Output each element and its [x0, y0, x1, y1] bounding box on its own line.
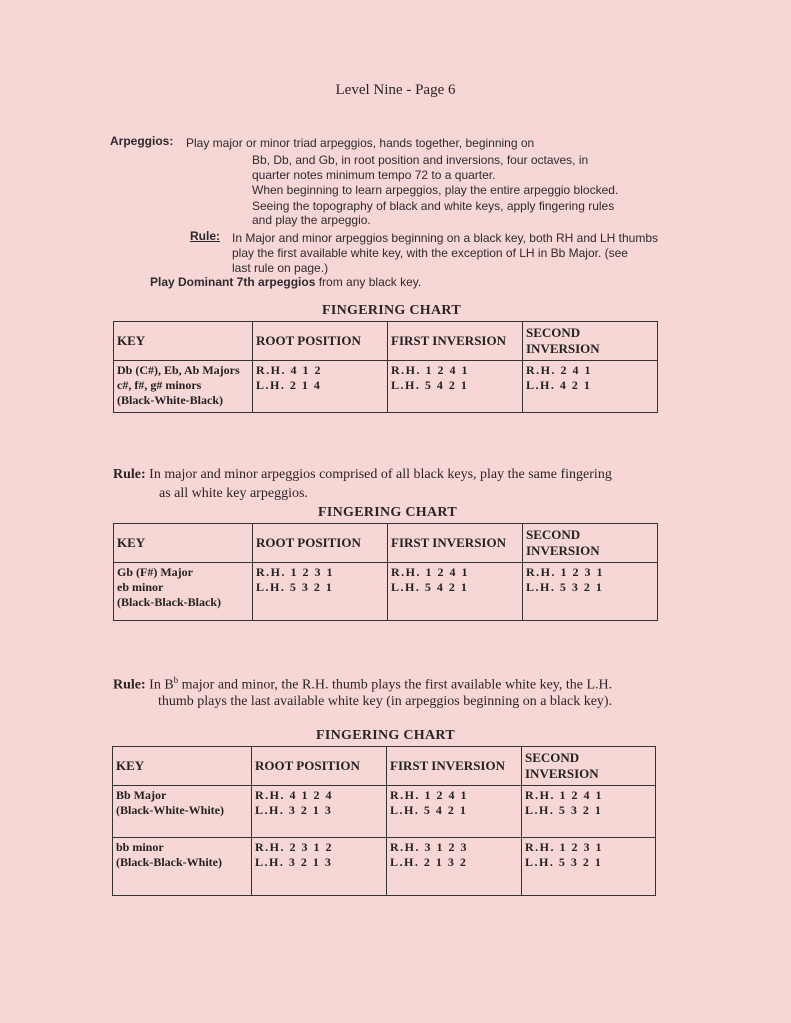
key-line: eb minor	[117, 580, 164, 594]
rh-fingering: R.H. 1 2 4 1	[391, 363, 469, 377]
rh-fingering: R.H. 1 2 3 1	[256, 565, 334, 579]
rule-2-label: Rule:	[113, 467, 146, 482]
lh-fingering: L.H. 2 1 4	[256, 378, 322, 392]
key-line: c#, f#, g# minors	[117, 378, 202, 392]
key-line: Bb Major	[116, 788, 167, 802]
dominant-rest-text: from any black key.	[315, 275, 422, 289]
table-row	[113, 786, 656, 838]
arpeggios-text-line: and play the arpeggio.	[252, 213, 371, 227]
rule-text-line: play the first available white key, with the exception of LH in Bb Major. (see	[232, 246, 628, 260]
second-inversion-cell	[522, 786, 656, 838]
key-cell	[113, 786, 252, 838]
header-key: KEY	[114, 322, 253, 361]
rh-fingering: R.H. 1 2 4 1	[391, 565, 469, 579]
rule-label: Rule:	[190, 229, 220, 243]
rh-fingering: R.H. 2 3 1 2	[255, 840, 333, 854]
arpeggios-label: Arpeggios:	[110, 134, 174, 148]
header-key: KEY	[113, 747, 252, 786]
header-second-inversion: SECOND INVERSION	[523, 322, 658, 361]
key-line: (Black-White-White)	[116, 803, 224, 817]
header-first-inversion: FIRST INVERSION	[387, 747, 522, 786]
lh-fingering: L.H. 5 3 2 1	[256, 580, 334, 594]
second-inversion-cell	[523, 361, 658, 413]
root-cell	[252, 786, 387, 838]
rule-text-line: In Major and minor arpeggios beginning on a black key, both RH and LH thumbs	[232, 231, 659, 245]
table-row	[114, 361, 658, 413]
rh-fingering: R.H. 2 4 1	[526, 363, 592, 377]
lh-fingering: L.H. 2 1 3 2	[390, 855, 468, 869]
chart-1-title: FINGERING CHART	[322, 303, 461, 318]
dominant-bold-text: Play Dominant 7th arpeggios	[150, 275, 316, 289]
key-line: bb minor	[116, 840, 164, 854]
lh-fingering: L.H. 5 3 2 1	[525, 855, 603, 869]
key-cell	[113, 838, 252, 896]
dominant-line	[150, 275, 421, 289]
arpeggios-text-line: When beginning to learn arpeggios, play the entire arpeggio blocked.	[252, 183, 619, 197]
rule-3-label: Rule:	[113, 677, 146, 693]
header-key: KEY	[114, 524, 253, 563]
header-first-inversion: FIRST INVERSION	[388, 524, 523, 563]
arpeggios-text-line: Seeing the topography of black and white keys, apply fingering rules	[252, 199, 615, 213]
first-inversion-cell	[387, 838, 522, 896]
fingering-chart-3	[112, 746, 656, 896]
key-cell	[114, 361, 253, 413]
lh-fingering: L.H. 5 4 2 1	[390, 803, 468, 817]
rule-3-line-1	[113, 675, 612, 694]
arpeggios-text-line: quarter notes minimum tempo 72 to a quarter.	[252, 168, 496, 182]
root-cell	[252, 838, 387, 896]
rh-fingering: R.H. 1 2 3 1	[526, 565, 604, 579]
lh-fingering: L.H. 5 3 2 1	[525, 803, 603, 817]
table-header-row	[113, 747, 656, 786]
key-line: (Black-White-Black)	[117, 393, 223, 407]
header-second-inversion: SECOND INVERSION	[523, 524, 658, 563]
rule-2-text: In major and minor arpeggios comprised of all black keys, play the same fingering	[149, 467, 612, 482]
header-root-position: ROOT POSITION	[252, 747, 387, 786]
second-inversion-cell	[522, 838, 656, 896]
rule-3-line-2: thumb plays the last available white key (in arpeggios beginning on a black key).	[158, 694, 613, 709]
header-root-position: ROOT POSITION	[253, 322, 388, 361]
key-line: Db (C#), Eb, Ab Majors	[117, 363, 240, 377]
lh-fingering: L.H. 3 2 1 3	[255, 855, 333, 869]
chart-3-title: FINGERING CHART	[316, 728, 455, 743]
rh-fingering: R.H. 1 2 4 1	[525, 788, 603, 802]
lh-fingering: L.H. 4 2 1	[526, 378, 592, 392]
rule-3-text-a: In B	[149, 677, 174, 693]
key-line: Gb (F#) Major	[117, 565, 193, 579]
rule-2-line-2: as all white key arpeggios.	[159, 486, 308, 501]
first-inversion-cell	[387, 786, 522, 838]
rh-fingering: R.H. 1 2 4 1	[390, 788, 468, 802]
fingering-chart-2	[113, 523, 658, 621]
key-line: (Black-Black-White)	[116, 855, 222, 869]
lh-fingering: L.H. 5 4 2 1	[391, 580, 469, 594]
key-line: (Black-Black-Black)	[117, 595, 221, 609]
rule-text-line: last rule on page.)	[232, 261, 329, 275]
key-cell	[114, 563, 253, 621]
lh-fingering: L.H. 5 4 2 1	[391, 378, 469, 392]
header-second-inversion: SECOND INVERSION	[522, 747, 656, 786]
fingering-chart-1	[113, 321, 658, 413]
rh-fingering: R.H. 4 1 2 4	[255, 788, 333, 802]
header-first-inversion: FIRST INVERSION	[388, 322, 523, 361]
arpeggios-text-line: Bb, Db, and Gb, in root position and inversions, four octaves, in	[252, 153, 589, 167]
arpeggios-text-line: Play major or minor triad arpeggios, hands together, beginning on	[186, 136, 535, 150]
first-inversion-cell	[388, 361, 523, 413]
rh-fingering: R.H. 3 1 2 3	[390, 840, 468, 854]
second-inversion-cell	[523, 563, 658, 621]
root-cell	[253, 563, 388, 621]
lh-fingering: L.H. 5 3 2 1	[526, 580, 604, 594]
lh-fingering: L.H. 3 2 1 3	[255, 803, 333, 817]
rh-fingering: R.H. 4 1 2	[256, 363, 322, 377]
table-row	[114, 563, 658, 621]
chart-2-title: FINGERING CHART	[318, 505, 457, 520]
header-root-position: ROOT POSITION	[253, 524, 388, 563]
table-row	[113, 838, 656, 896]
rule-2-line-1	[113, 467, 612, 483]
flat-superscript: b	[173, 675, 179, 685]
table-header-row	[114, 322, 658, 361]
root-cell	[253, 361, 388, 413]
first-inversion-cell	[388, 563, 523, 621]
rule-3-text-b: major and minor, the R.H. thumb plays the first available white key, the L.H.	[178, 677, 613, 693]
page-title: Level Nine - Page 6	[335, 82, 456, 98]
table-header-row	[114, 524, 658, 563]
rh-fingering: R.H. 1 2 3 1	[525, 840, 603, 854]
